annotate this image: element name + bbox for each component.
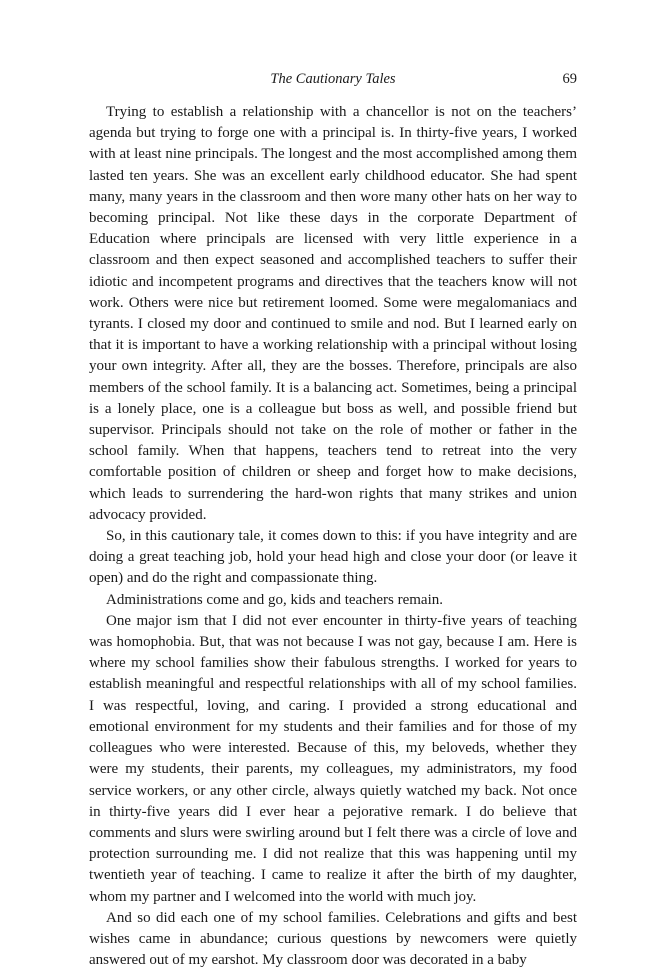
paragraph: One major ism that I did not ever encounter in thirty-five years of teaching was homophobia. But, that was not because I was not gay, because I am. Here is where my school families show their fabulous strengths. I worked for years to establish meaningful and respectful relationships with all of my school families. I was respectful, loving, and caring. I provided a strong educational and emotional environment for my students and their families and for those of my colleagues who were interested. Because of this, my beloveds, whether they were my students, their parents, my colleagues, my administrators, my food service workers, or any other circle, always quietly watched my back. Not once in thirty-five years did I ever hear a pejorative remark. I do believe that comments and slurs were swirling around but I felt there was a circle of love and protection surrounding me. I did not realize that this was happening until my twentieth year of teaching. I came to realize it after the birth of my daughter, whom my partner and I welcomed into the world with much joy. [89,612,577,905]
running-title: The Cautionary Tales [270,71,396,87]
body-text [89,102,577,971]
paragraph: Administrations come and go, kids and teachers remain. [106,591,443,608]
page-number: 69 [562,71,577,87]
paragraph: So, in this cautionary tale, it comes down to this: if you have integrity and are doing a great teaching job, hold your head high and close your door (or leave it open) and do the right and compassionate thing. [89,528,577,587]
paragraph: And so did each one of my school families. Celebrations and gifts and best wishes came in abundance; curious questions by newcomers were quietly answered out of my earshot. My classroom door was decorated in a baby [89,909,577,969]
paragraph: Trying to establish a relationship with a chancellor is not on the teachers’ agenda but trying to forge one with a principal is. In thirty-five years, I worked with at least nine principals. The longest and the most accomplished among them lasted ten years. She was an excellent early childhood educator. She had spent many, many years in the classroom and then wore many other hats on her way to becoming principal. Not like these days in the corporate Department of Education where principals are licensed with very little experience in a classroom and then expect seasoned and accomplished teachers to suffer their idiotic and incompetent programs and directives that the teachers know will not work. Others were nice but retirement loomed. Some were megalomaniacs and tyrants. I closed my door and continued to smile and nod. But I learned early on that it is important to have a working relationship with a principal without losing your own integrity. After all, they are the bosses. Therefore, principals are also members of the school family. It is a balancing act. Sometimes, being a principal is a lonely place, one is a colleague but boss as well, and possible friend but supervisor. Principals should not take on the role of mother or father in the school family. When that happens, teachers tend to retreat into the very comfortable position of children or sheep and forget how to make decisions, which leads to surrendering the hard-won rights that many strikes and union advocacy provided. [89,104,577,523]
running-head [89,69,577,89]
